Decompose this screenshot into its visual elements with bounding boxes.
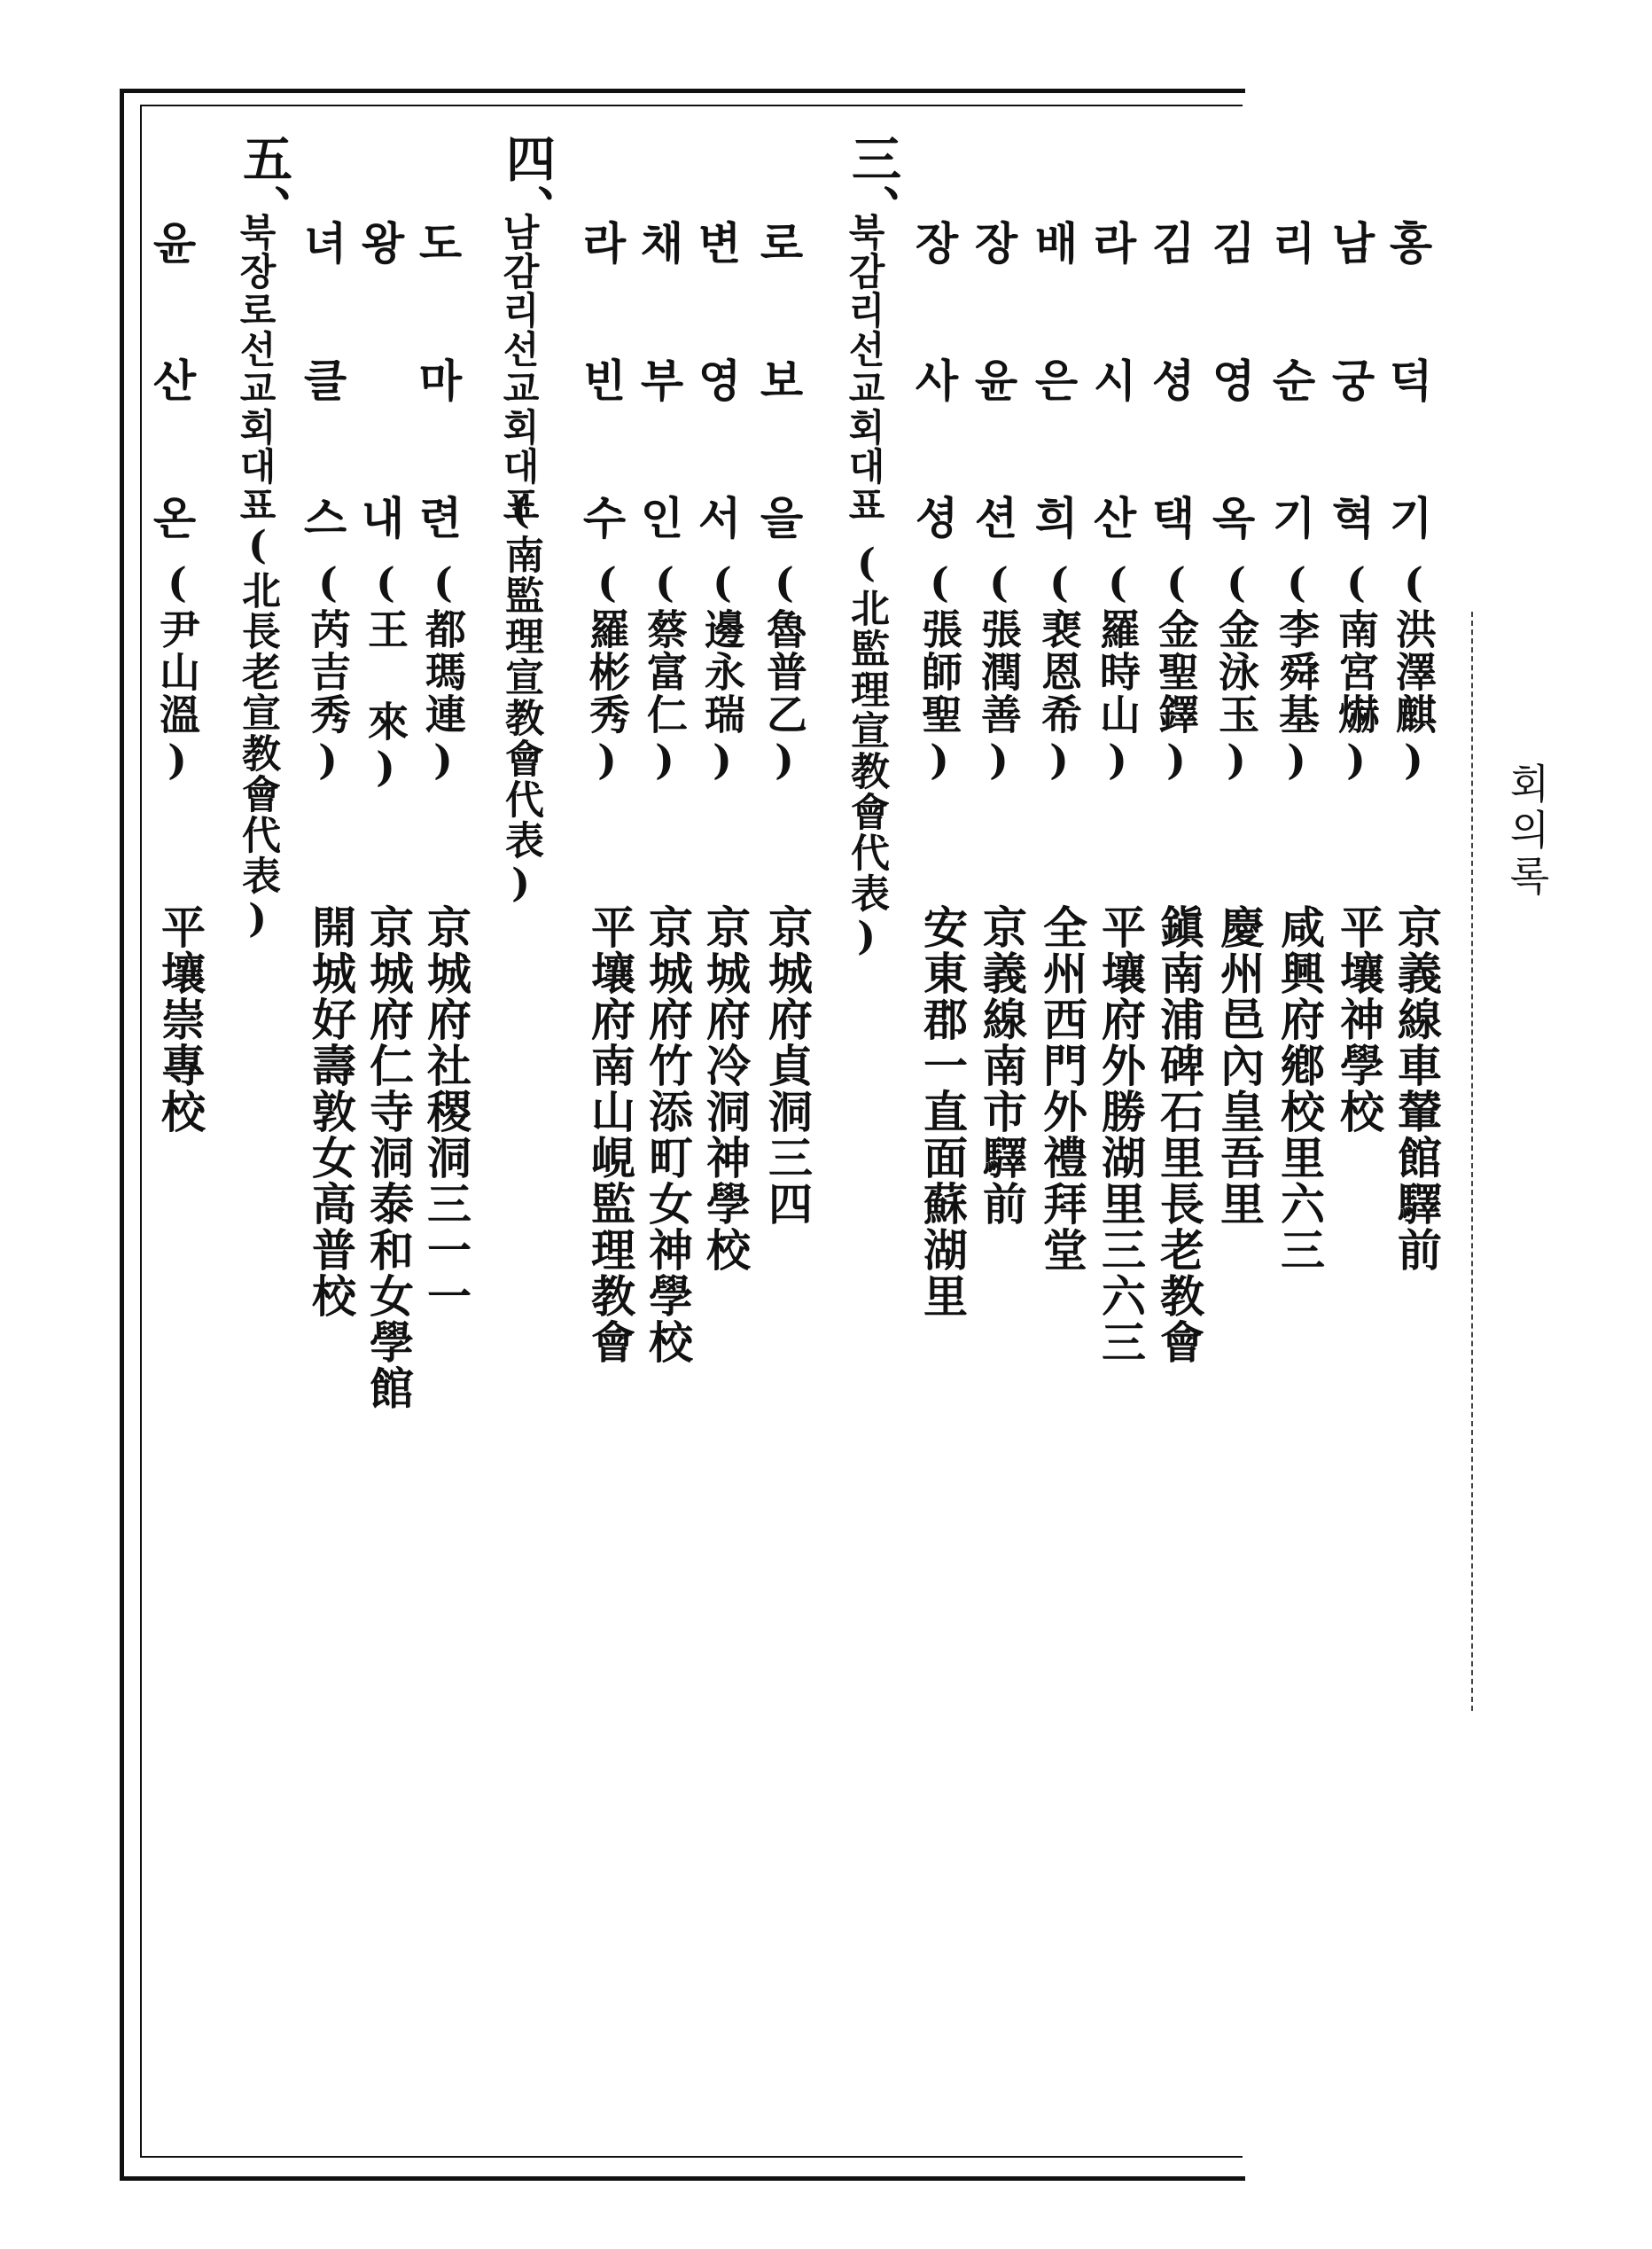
entry-name-ko [755,217,808,544]
entry-name-hanja: (裵恩希) [1035,558,1083,785]
running-header: 회의록 [1503,762,1551,901]
entry-name-char: 영 [1212,355,1256,407]
entry-address: 平壤府南山峴監理教會 [584,904,636,1365]
entry-name-char: 도 [418,217,463,269]
entry-name-hanja: (芮吉秀) [304,558,352,785]
entry-name-char: 채 [640,217,684,269]
entry-name-char: 혁 [1331,492,1375,544]
entry-name-hanja: (尹山溫) [153,558,201,785]
entry-name-hanja: (都瑪連) [419,558,467,785]
entry-address: 開城好壽敦女高普校 [305,904,357,1319]
entry-address: 京城府竹添町女神學校 [642,904,694,1365]
entry-name-hanja: (南宮爀) [1332,558,1380,785]
entry-name-char: 변 [697,217,742,269]
entry-name-hanja: (金泳玉) [1212,558,1260,785]
entry-name-hanja: (張師聖) [916,558,963,785]
entry-name-char: 희 [1034,492,1079,544]
section-three-title: 북감리선교회대표 [843,213,886,525]
entry-name-char: 산 [152,355,197,407]
entry-address: 京城府貞洞三四 [761,904,814,1227]
entry-name-ko [1207,217,1260,544]
entry-name-ko [414,217,467,544]
entry-name-char: 덕 [1389,355,1433,407]
entry-address: 慶州邑內皇吾里 [1213,904,1266,1227]
entry-name-char: 부 [640,355,684,407]
entry-name-char: 션 [974,492,1018,544]
entry-name-char: 김 [1212,217,1256,269]
entry-address: 安東郡一直面蘇湖里 [916,904,969,1319]
entry-name-char: 스 [303,492,347,544]
entry-name-char: 련 [418,492,463,544]
entry-name-ko [1267,217,1321,544]
entry-address: 全州西門外禮拜堂 [1036,904,1088,1273]
entry-name-char: 궁 [1331,355,1375,407]
section-five-numeral: 五、 [235,133,293,236]
entry-name-char: 윤 [152,217,197,269]
entry-name-ko [910,217,963,544]
entry-name-char: 남 [1331,217,1375,269]
entry-name-ko [1088,217,1142,544]
entry-name-ko [578,217,631,544]
entry-name-char: 택 [1151,492,1196,544]
entry-name-char: 기 [1272,492,1316,544]
entry-address: 平壤府外勝湖里三六三 [1095,904,1147,1365]
entry-name-char: 을 [760,492,804,544]
entry-name-ko [1327,217,1380,544]
entry-name-hanja: (張潤善) [975,558,1023,785]
entry-address: 平壤崇專校 [154,904,206,1135]
section-four-title: 남감리선교회대표 [497,213,541,525]
entry-name-char: 라 [1093,217,1137,269]
entry-name-char: 배 [1034,217,1079,269]
entry-name-char: 클 [303,355,347,407]
entry-name-char: 셩 [915,492,959,544]
entry-name-char: 수 [582,492,627,544]
entry-name-hanja: (羅彬秀) [583,558,631,785]
entry-name-char: 옥 [1212,492,1256,544]
section-four-numeral: 四、 [498,133,557,236]
entry-name-char: 내 [361,492,405,544]
entry-name-ko [148,217,201,544]
entry-name-hanja: (金聖鐸) [1152,558,1200,785]
entry-name-char: 인 [640,492,684,544]
section-five-title-hanja: (北長老宣教會代表) [235,523,280,943]
entry-name-char: 김 [1151,217,1196,269]
entry-name-char: 서 [697,492,742,544]
entry-name-char: 장 [974,217,1018,269]
section-five-title: 북장로선교회대표 [234,213,277,525]
entry-name-char: 기 [1389,492,1433,544]
entry-name-char: 은 [1034,355,1079,407]
entry-name-char: 리 [1272,217,1316,269]
entry-name-char: 사 [915,355,959,407]
entry-address: 京義線車輦館驛前 [1391,904,1443,1273]
entry-address: 京義線南市驛前 [976,904,1028,1227]
section-three-title-hanja: (北監理宣教會代表) [844,541,889,961]
entry-name-hanja: (魯普乙) [760,558,808,785]
entry-name-char: 녀 [303,217,347,269]
entry-name-char: 마 [418,355,463,407]
entry-name-hanja: (邊永瑞) [698,558,746,785]
entry-address: 京城府冷洞神學校 [699,904,752,1273]
entry-name-char: 산 [1093,492,1137,544]
entry-name-ko [970,217,1023,544]
entry-name-hanja: (羅時山) [1094,558,1142,785]
entry-name-char: 셩 [1151,355,1196,407]
entry-name-char: 보 [760,355,804,407]
entry-address: 鎭南浦碑石里長老教會 [1153,904,1205,1365]
entry-name-char: 라 [582,217,627,269]
section-four-title-hanja: (南監理宣教會代表) [498,488,543,908]
entry-name-hanja: (洪澤麒) [1390,558,1438,785]
entry-name-char: 윤 [974,355,1018,407]
entry-address: 京城府仁寺洞泰和女學館 [362,904,415,1411]
margin-rule [1471,612,1473,1711]
entry-name-char: 시 [1093,355,1137,407]
entry-name-ko [1030,217,1083,544]
entry-address: 京城府社稷洞三一一 [420,904,472,1319]
entry-name-char: 왕 [361,217,405,269]
entry-name-char: 홍 [1389,217,1433,269]
entry-name-hanja: (王 來) [362,558,409,793]
entry-name-ko [299,217,352,544]
entry-name-ko [356,217,409,544]
entry-name-hanja: (蔡富仁) [641,558,689,785]
entry-name-hanja: (李舜基) [1273,558,1321,785]
entry-name-char: 로 [760,217,804,269]
entry-address: 平壤神學校 [1333,904,1385,1135]
entry-name-char: 온 [152,492,197,544]
entry-name-ko [693,217,746,544]
section-three-numeral: 三、 [844,133,902,236]
entry-name-char: 순 [1272,355,1316,407]
entry-name-char: 영 [697,355,742,407]
entry-name-ko [635,217,689,544]
entry-address: 咸興府鄕校里六三 [1274,904,1326,1273]
entry-name-char: 빈 [582,355,627,407]
entry-name-char: 장 [915,217,959,269]
entry-name-ko [1147,217,1200,544]
entry-name-ko [1384,217,1438,544]
